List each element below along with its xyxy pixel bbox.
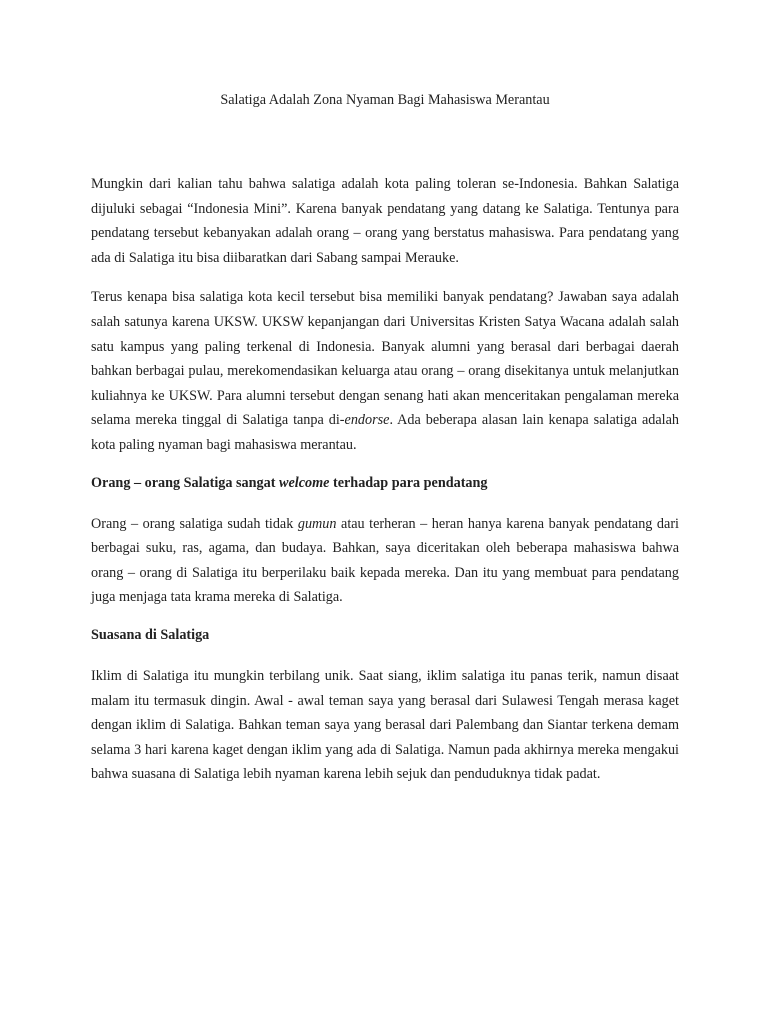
paragraph-uksw-text-2: . Ada beberapa alasan lain kenapa salatiga adalah kota paling nyaman bagi mahasiswa merantau. [91,412,679,453]
heading-welcome-italic: welcome [279,474,330,491]
paragraph-uksw [91,285,679,457]
paragraph-climate: Iklim di Salatiga itu mungkin terbilang unik. Saat siang, iklim salatiga itu panas terik, namun disaat malam itu termasuk dingin. Awal - awal teman saya yang berasal dari Sulawesi Tengah merasa kaget dengan iklim di Salatiga. Bahkan teman saya yang berasal dari Palembang dan Siantar terkena demam selama 3 hari karena kaget dengan iklim yang ada di Salatiga. Namun pada akhirnya mereka mengakui bahwa suasana di Salatiga lebih nyaman karena lebih sejuk dan penduduknya tidak padat. [91,667,679,783]
document-body [91,90,679,802]
paragraph-intro: Mungkin dari kalian tahu bahwa salatiga adalah kota paling toleran se-Indonesia. Bahkan Salatiga dijuluki sebagai “Indonesia Mini”. Karena banyak pendatang yang datang ke Salatiga. Tentunya para pendatang tersebut kebanyakan adalah orang – orang yang berstatus mahasiswa. Para pendatang yang ada di Salatiga itu bisa diibaratkan dari Sabang sampai Merauke. [91,176,679,266]
paragraph-people-italic: gumun [297,515,337,532]
heading-welcome-text-2: terhadap para pendatang [329,474,488,491]
paragraph-people-text-1: Orang – orang salatiga sudah tidak [91,515,298,532]
paragraph-uksw-italic: endorse [344,412,390,429]
section-heading-climate: Suasana di Salatiga [91,626,210,643]
section-heading-welcome [91,473,679,493]
paragraph-uksw-text-1: Terus kenapa bisa salatiga kota kecil tersebut bisa memiliki banyak pendatang? Jawaban saya adalah salah satunya karena UKSW. UKSW kepanjangan dari Universitas Kristen Satya Wacana adalah salah satu kampus yang paling terkenal di Indonesia. Banyak alumni yang berasal dari berbagai daerah bahkan berbagai pulau, merekomendasikan keluarga atau orang – orang disekitanya untuk melanjutkan kuliahnya ke UKSW. Para alumni tersebut dengan senang hati akan menceritakan pengalaman mereka selama mereka tinggal di Salatiga tanpa di- [91,289,679,429]
paragraph-people-text-2: atau terheran – heran hanya karena banyak pendatang dari berbagai suku, ras, agama, dan budaya. Bahkan, saya diceritakan oleh beberapa mahasiswa bahwa orang – orang di Salatiga itu berperilaku baik kepada mereka. Dan itu yang membuat para pendatang juga menjaga tata krama mereka di Salatiga. [91,515,679,606]
document-title: Salatiga Adalah Zona Nyaman Bagi Mahasiswa Merantau [220,92,550,108]
heading-welcome-text-1: Orang – orang Salatiga sangat [91,474,279,491]
paragraph-people [91,512,679,610]
